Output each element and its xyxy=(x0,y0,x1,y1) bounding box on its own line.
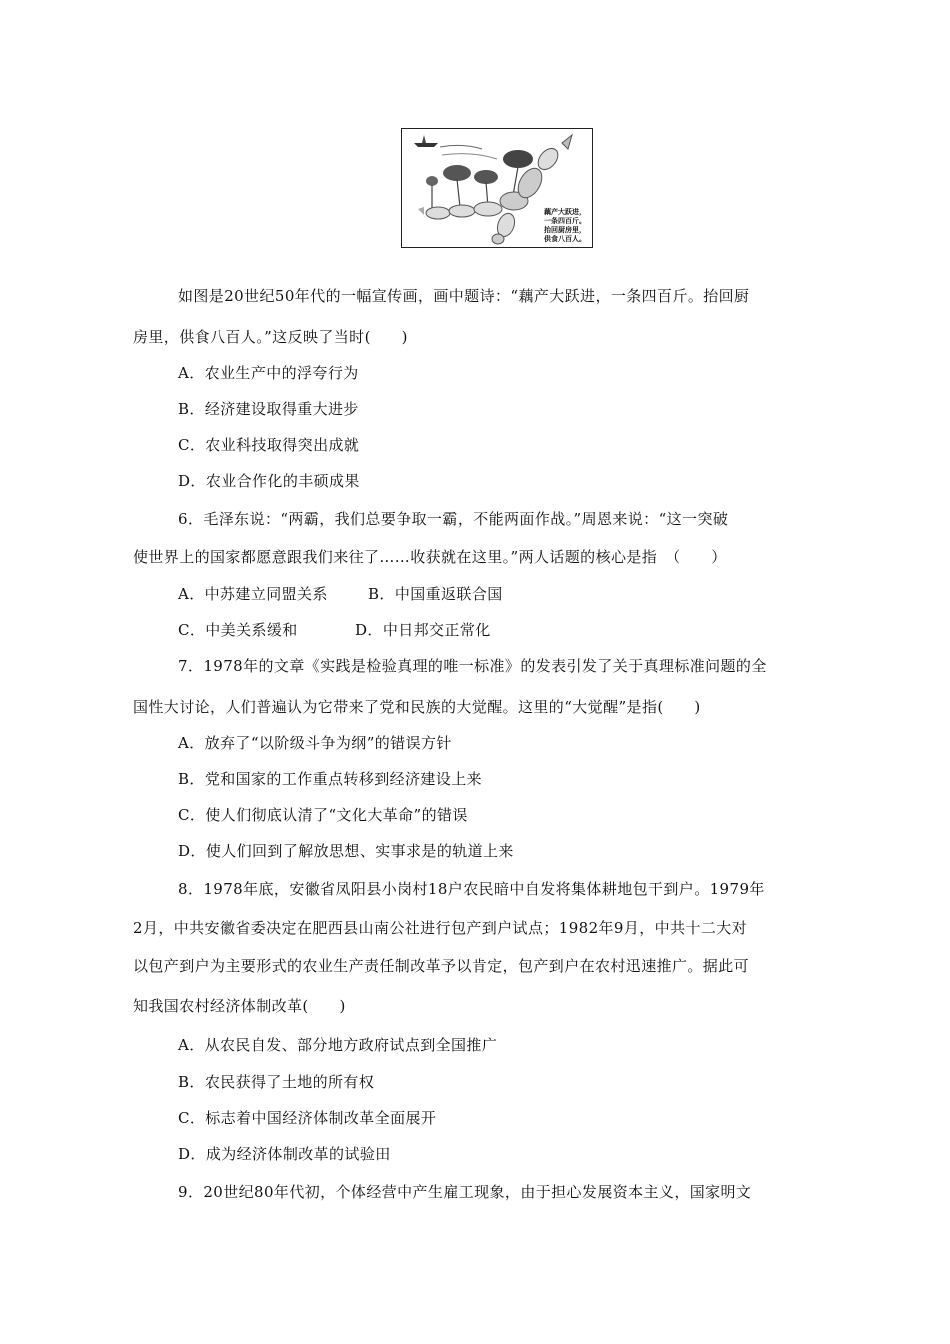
q8-option-d: D．成为经济体制改革的试验田 xyxy=(178,1145,391,1163)
q8-stem-line-2: 2月，中共安徽省委决定在肥西县山南公社进行包产到户试点；1982年9月，中共十二大对 xyxy=(133,919,748,937)
q8-stem-line-3: 以包产到户为主要形式的农业生产责任制改革予以肯定，包产到户在农村迅速推广。据此可 xyxy=(133,957,750,975)
q5-stem-line-1: 如图是20世纪50年代的一幅宣传画，画中题诗：“藕产大跃进，一条四百斤。抬回厨 xyxy=(178,287,750,305)
q5-option-b: B．经济建设取得重大进步 xyxy=(178,400,359,418)
q8-option-c: C．标志着中国经济体制改革全面展开 xyxy=(178,1109,437,1127)
q8-stem-line-4: 知我国农村经济体制改革( ) xyxy=(133,997,346,1015)
q7-option-b: B．党和国家的工作重点转移到经济建设上来 xyxy=(178,770,483,788)
poem-line: 一条四百斤。 xyxy=(544,216,586,225)
q6-option-a: A．中苏建立同盟关系 xyxy=(178,585,328,603)
q8-stem-line-1: 8．1978年底，安徽省凤阳县小岗村18户农民暗中自发将集体耕地包干到户。1979年 xyxy=(178,880,765,898)
q5-option-d: D．农业合作化的丰硕成果 xyxy=(178,472,360,490)
q5-stem-line-2: 房里，供食八百人。”这反映了当时( ) xyxy=(133,328,408,346)
q5-option-c: C．农业科技取得突出成就 xyxy=(178,436,360,454)
q7-option-c: C．使人们彻底认清了“文化大革命”的错误 xyxy=(178,806,468,824)
q7-option-a: A．放弃了“以阶级斗争为纲”的错误方针 xyxy=(178,734,452,752)
q7-stem-line-1: 7．1978年的文章《实践是检验真理的唯一标准》的发表引发了关于真理标准问题的全 xyxy=(178,657,767,675)
q6-option-b: B．中国重返联合国 xyxy=(368,585,503,603)
poem-line: 抬回厨房里， xyxy=(544,225,586,234)
q6-option-d: D．中日邦交正常化 xyxy=(355,621,491,639)
q9-stem-line-1: 9．20世纪80年代初，个体经营中产生雇工现象，由于担心发展资本主义，国家明文 xyxy=(178,1183,752,1201)
propaganda-poster-figure xyxy=(401,128,593,248)
q6-stem-line-1: 6．毛泽东说：“两霸，我们总要争取一霸，不能两面作战。”周恩来说：“这一突破 xyxy=(178,510,729,528)
poster-poem xyxy=(544,207,586,243)
q6-stem-line-2: 使世界上的国家都愿意跟我们来往了……收获就在这里。”两人话题的核心是指 （ ） xyxy=(133,548,727,566)
q7-option-d: D．使人们回到了解放思想、实事求是的轨道上来 xyxy=(178,842,514,860)
q8-option-b: B．农民获得了土地的所有权 xyxy=(178,1073,375,1091)
poem-line: 供食八百人。 xyxy=(544,234,586,243)
q6-option-c: C．中美关系缓和 xyxy=(178,621,298,639)
poem-line: 藕产大跃进， xyxy=(544,207,586,216)
q7-stem-line-2: 国性大讨论，人们普遍认为它带来了党和民族的大觉醒。这里的“大觉醒”是指( ) xyxy=(133,698,701,716)
q5-option-a: A．农业生产中的浮夸行为 xyxy=(178,364,359,382)
q8-option-a: A．从农民自发、部分地方政府试点到全国推广 xyxy=(178,1036,498,1054)
